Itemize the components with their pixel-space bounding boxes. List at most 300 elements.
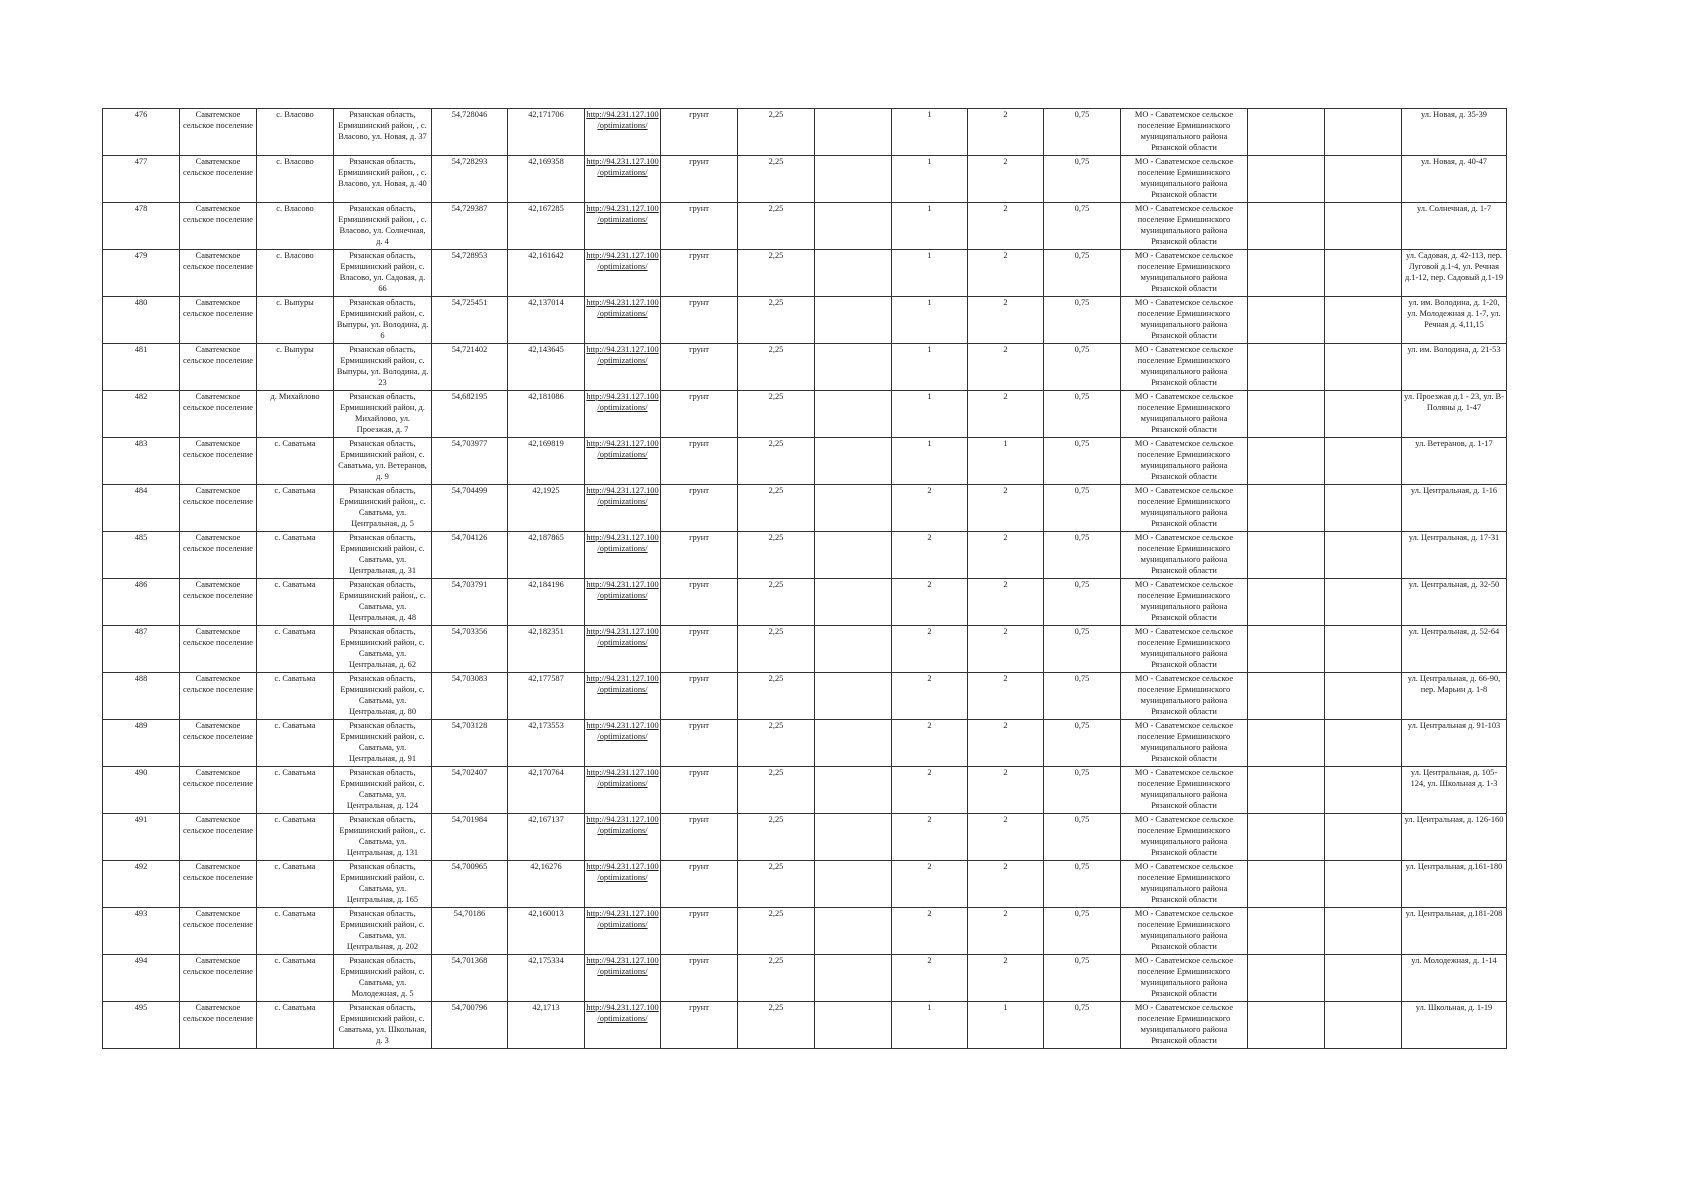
volume-cell: 0,75	[1044, 109, 1121, 156]
locality-cell: с. Власово	[257, 156, 334, 203]
address-cell: Рязанская область, Ермишинский район, , с. Власово, ул. Новая, д. 40	[334, 156, 432, 203]
latitude-cell: 54,70186	[432, 908, 508, 955]
address-cell: Рязанская область, Ермишинский район, с. Саватьма, ул. Молодежная, д. 5	[334, 955, 432, 1002]
row-number-cell: 488	[103, 673, 180, 720]
locality-cell: с. Саватьма	[257, 532, 334, 579]
owner-cell: МО - Саватемское сельское поселение Ермишинского муниципального района Рязанской области	[1121, 673, 1248, 720]
volume-cell: 0,75	[1044, 485, 1121, 532]
planned-count-cell: 2	[968, 720, 1044, 767]
volume-cell: 0,75	[1044, 1002, 1121, 1049]
longitude-cell: 42,169358	[508, 156, 585, 203]
empty-cell	[1325, 156, 1402, 203]
area-cell: 2,25	[738, 156, 815, 203]
settlement-cell: Саватемское сельское поселение	[180, 814, 257, 861]
planned-count-cell: 2	[968, 297, 1044, 344]
empty-cell	[815, 861, 892, 908]
row-number-cell: 486	[103, 579, 180, 626]
map-link[interactable]: http://94.231.127.100/optimizations/	[586, 533, 659, 553]
empty-cell	[1325, 861, 1402, 908]
map-link[interactable]: http://94.231.127.100/optimizations/	[586, 627, 659, 647]
row-number-cell: 479	[103, 250, 180, 297]
locality-cell: с. Саватьма	[257, 438, 334, 485]
empty-cell	[1325, 1002, 1402, 1049]
map-link[interactable]: http://94.231.127.100/optimizations/	[586, 580, 659, 600]
empty-cell	[1325, 908, 1402, 955]
container-count-cell: 2	[892, 626, 968, 673]
volume-cell: 0,75	[1044, 250, 1121, 297]
owner-cell: МО - Саватемское сельское поселение Ермишинского муниципального района Рязанской области	[1121, 720, 1248, 767]
served-addresses-cell: ул. Молодежная, д. 1-14	[1402, 955, 1507, 1002]
map-link-cell	[585, 720, 661, 767]
empty-cell	[1325, 720, 1402, 767]
settlement-cell: Саватемское сельское поселение	[180, 1002, 257, 1049]
area-cell: 2,25	[738, 203, 815, 250]
surface-cell: грунт	[661, 861, 738, 908]
longitude-cell: 42,184196	[508, 579, 585, 626]
longitude-cell: 42,143645	[508, 344, 585, 391]
table-row	[103, 297, 1507, 344]
surface-cell: грунт	[661, 297, 738, 344]
owner-cell: МО - Саватемское сельское поселение Ермишинского муниципального района Рязанской области	[1121, 1002, 1248, 1049]
row-number-cell: 481	[103, 344, 180, 391]
map-link[interactable]: http://94.231.127.100/optimizations/	[586, 815, 659, 835]
empty-cell	[1325, 250, 1402, 297]
owner-cell: МО - Саватемское сельское поселение Ермишинского муниципального района Рязанской области	[1121, 532, 1248, 579]
map-link[interactable]: http://94.231.127.100/optimizations/	[586, 768, 659, 788]
longitude-cell: 42,137014	[508, 297, 585, 344]
locality-cell: с. Саватьма	[257, 626, 334, 673]
served-addresses-cell: ул. Садовая, д. 42-113, пер. Луговой д.1-4, ул. Речная д.1-12, пер. Садовый д.1-19	[1402, 250, 1507, 297]
served-addresses-cell: ул. Центральная, д.161-180	[1402, 861, 1507, 908]
latitude-cell: 54,729387	[432, 203, 508, 250]
container-sites-table	[102, 108, 1507, 1049]
address-cell: Рязанская область, Ермишинский район, с. Саватьма, ул. Центральная, д. 124	[334, 767, 432, 814]
settlement-cell: Саватемское сельское поселение	[180, 109, 257, 156]
latitude-cell: 54,700965	[432, 861, 508, 908]
longitude-cell: 42,170764	[508, 767, 585, 814]
map-link[interactable]: http://94.231.127.100/optimizations/	[586, 392, 659, 412]
table-row	[103, 673, 1507, 720]
locality-cell: с. Саватьма	[257, 673, 334, 720]
served-addresses-cell: ул. Центральная, д. 126-160	[1402, 814, 1507, 861]
address-cell: Рязанская область, Ермишинский район, с. Выпуры, ул. Володина, д. 23	[334, 344, 432, 391]
row-number-cell: 490	[103, 767, 180, 814]
map-link-cell	[585, 673, 661, 720]
map-link-cell	[585, 861, 661, 908]
map-link[interactable]: http://94.231.127.100/optimizations/	[586, 909, 659, 929]
surface-cell: грунт	[661, 814, 738, 861]
locality-cell: д. Михайлово	[257, 391, 334, 438]
map-link-cell	[585, 626, 661, 673]
table-row	[103, 955, 1507, 1002]
empty-cell	[1325, 109, 1402, 156]
surface-cell: грунт	[661, 344, 738, 391]
empty-cell	[1325, 438, 1402, 485]
empty-cell	[1248, 485, 1325, 532]
latitude-cell: 54,703128	[432, 720, 508, 767]
container-count-cell: 1	[892, 203, 968, 250]
empty-cell	[1248, 1002, 1325, 1049]
longitude-cell: 42,1713	[508, 1002, 585, 1049]
empty-cell	[1248, 673, 1325, 720]
volume-cell: 0,75	[1044, 861, 1121, 908]
surface-cell: грунт	[661, 438, 738, 485]
longitude-cell: 42,177587	[508, 673, 585, 720]
map-link[interactable]: http://94.231.127.100/optimizations/	[586, 862, 659, 882]
empty-cell	[815, 156, 892, 203]
volume-cell: 0,75	[1044, 673, 1121, 720]
address-cell: Рязанская область, Ермишинский район, с. Саватьма, ул. Ветеранов, д. 9	[334, 438, 432, 485]
settlement-cell: Саватемское сельское поселение	[180, 438, 257, 485]
settlement-cell: Саватемское сельское поселение	[180, 673, 257, 720]
planned-count-cell: 2	[968, 579, 1044, 626]
empty-cell	[1325, 532, 1402, 579]
empty-cell	[1248, 391, 1325, 438]
locality-cell: с. Власово	[257, 250, 334, 297]
empty-cell	[815, 720, 892, 767]
area-cell: 2,25	[738, 908, 815, 955]
volume-cell: 0,75	[1044, 579, 1121, 626]
empty-cell	[1248, 203, 1325, 250]
table-row	[103, 485, 1507, 532]
served-addresses-cell: ул. Центральная д. 91-103	[1402, 720, 1507, 767]
volume-cell: 0,75	[1044, 908, 1121, 955]
map-link-cell	[585, 344, 661, 391]
locality-cell: с. Саватьма	[257, 485, 334, 532]
planned-count-cell: 2	[968, 391, 1044, 438]
address-cell: Рязанская область, Ермишинский район, , с. Власово, ул. Солнечная, д. 4	[334, 203, 432, 250]
area-cell: 2,25	[738, 532, 815, 579]
row-number-cell: 489	[103, 720, 180, 767]
latitude-cell: 54,725451	[432, 297, 508, 344]
planned-count-cell: 2	[968, 673, 1044, 720]
row-number-cell: 482	[103, 391, 180, 438]
address-cell: Рязанская область, Ермишинский район,, с. Саватьма, ул. Центральная, д. 48	[334, 579, 432, 626]
owner-cell: МО - Саватемское сельское поселение Ермишинского муниципального района Рязанской области	[1121, 908, 1248, 955]
longitude-cell: 42,1925	[508, 485, 585, 532]
container-count-cell: 2	[892, 908, 968, 955]
row-number-cell: 494	[103, 955, 180, 1002]
address-cell: Рязанская область, Ермишинский район, с. Власово, ул. Садовая, д. 66	[334, 250, 432, 297]
longitude-cell: 42,182351	[508, 626, 585, 673]
map-link[interactable]: http://94.231.127.100/optimizations/	[586, 110, 659, 130]
settlement-cell: Саватемское сельское поселение	[180, 391, 257, 438]
owner-cell: МО - Саватемское сельское поселение Ермишинского муниципального района Рязанской области	[1121, 579, 1248, 626]
latitude-cell: 54,728293	[432, 156, 508, 203]
container-count-cell: 1	[892, 344, 968, 391]
volume-cell: 0,75	[1044, 203, 1121, 250]
empty-cell	[815, 626, 892, 673]
container-count-cell: 1	[892, 391, 968, 438]
longitude-cell: 42,16276	[508, 861, 585, 908]
planned-count-cell: 1	[968, 438, 1044, 485]
map-link[interactable]: http://94.231.127.100/optimizations/	[586, 251, 659, 271]
map-link[interactable]: http://94.231.127.100/optimizations/	[586, 204, 659, 224]
planned-count-cell: 2	[968, 908, 1044, 955]
locality-cell: с. Саватьма	[257, 1002, 334, 1049]
map-link[interactable]: http://94.231.127.100/optimizations/	[586, 674, 659, 694]
planned-count-cell: 2	[968, 250, 1044, 297]
table-row	[103, 109, 1507, 156]
empty-cell	[1248, 908, 1325, 955]
empty-cell	[815, 250, 892, 297]
latitude-cell: 54,703977	[432, 438, 508, 485]
map-link-cell	[585, 532, 661, 579]
row-number-cell: 487	[103, 626, 180, 673]
empty-cell	[1248, 438, 1325, 485]
latitude-cell: 54,702407	[432, 767, 508, 814]
owner-cell: МО - Саватемское сельское поселение Ермишинского муниципального района Рязанской области	[1121, 861, 1248, 908]
address-cell: Рязанская область, Ермишинский район, с. Саватьма, ул. Центральная, д. 31	[334, 532, 432, 579]
map-link[interactable]: http://94.231.127.100/optimizations/	[586, 956, 659, 976]
map-link-cell	[585, 156, 661, 203]
row-number-cell: 478	[103, 203, 180, 250]
empty-cell	[1325, 579, 1402, 626]
empty-cell	[815, 485, 892, 532]
empty-cell	[1325, 626, 1402, 673]
surface-cell: грунт	[661, 532, 738, 579]
empty-cell	[1248, 626, 1325, 673]
served-addresses-cell: ул. Новая, д. 35-39	[1402, 109, 1507, 156]
row-number-cell: 492	[103, 861, 180, 908]
volume-cell: 0,75	[1044, 297, 1121, 344]
surface-cell: грунт	[661, 203, 738, 250]
row-number-cell: 477	[103, 156, 180, 203]
locality-cell: с. Саватьма	[257, 579, 334, 626]
longitude-cell: 42,175334	[508, 955, 585, 1002]
empty-cell	[815, 767, 892, 814]
address-cell: Рязанская область, Ермишинский район, с. Выпуры, ул. Володина, д. 6	[334, 297, 432, 344]
settlement-cell: Саватемское сельское поселение	[180, 203, 257, 250]
row-number-cell: 485	[103, 532, 180, 579]
container-count-cell: 2	[892, 767, 968, 814]
empty-cell	[815, 673, 892, 720]
table-body	[103, 109, 1507, 1049]
row-number-cell: 480	[103, 297, 180, 344]
area-cell: 2,25	[738, 485, 815, 532]
table-row	[103, 579, 1507, 626]
row-number-cell: 493	[103, 908, 180, 955]
owner-cell: МО - Саватемское сельское поселение Ермишинского муниципального района Рязанской области	[1121, 814, 1248, 861]
row-number-cell: 495	[103, 1002, 180, 1049]
empty-cell	[1248, 156, 1325, 203]
map-link[interactable]: http://94.231.127.100/optimizations/	[586, 157, 659, 177]
latitude-cell: 54,728046	[432, 109, 508, 156]
empty-cell	[815, 344, 892, 391]
address-cell: Рязанская область, Ермишинский район, с. Саватьма, ул. Центральная, д. 202	[334, 908, 432, 955]
table-row	[103, 861, 1507, 908]
settlement-cell: Саватемское сельское поселение	[180, 579, 257, 626]
served-addresses-cell: ул. Ветеранов, д. 1-17	[1402, 438, 1507, 485]
surface-cell: грунт	[661, 908, 738, 955]
address-cell: Рязанская область, Ермишинский район,, с. Саватьма, ул. Центральная, д. 5	[334, 485, 432, 532]
planned-count-cell: 1	[968, 1002, 1044, 1049]
container-count-cell: 1	[892, 250, 968, 297]
map-link[interactable]: http://94.231.127.100/optimizations/	[586, 345, 659, 365]
map-link[interactable]: http://94.231.127.100/optimizations/	[586, 298, 659, 318]
latitude-cell: 54,704126	[432, 532, 508, 579]
map-link-cell	[585, 391, 661, 438]
address-cell: Рязанская область, Ермишинский район, д. Михайлово, ул. Проезжая, д. 7	[334, 391, 432, 438]
surface-cell: грунт	[661, 391, 738, 438]
container-count-cell: 2	[892, 861, 968, 908]
empty-cell	[1248, 861, 1325, 908]
empty-cell	[815, 1002, 892, 1049]
address-cell: Рязанская область, Ермишинский район, с. Саватьма, ул. Школьная, д. 3	[334, 1002, 432, 1049]
table-row	[103, 1002, 1507, 1049]
served-addresses-cell: ул. Центральная, д. 1-16	[1402, 485, 1507, 532]
longitude-cell: 42,169819	[508, 438, 585, 485]
locality-cell: с. Выпуры	[257, 297, 334, 344]
latitude-cell: 54,721402	[432, 344, 508, 391]
empty-cell	[815, 391, 892, 438]
area-cell: 2,25	[738, 955, 815, 1002]
locality-cell: с. Саватьма	[257, 814, 334, 861]
latitude-cell: 54,701368	[432, 955, 508, 1002]
map-link-cell	[585, 814, 661, 861]
address-cell: Рязанская область, Ермишинский район, с. Саватьма, ул. Центральная, д. 80	[334, 673, 432, 720]
area-cell: 2,25	[738, 109, 815, 156]
map-link[interactable]: http://94.231.127.100/optimizations/	[586, 721, 659, 741]
served-addresses-cell: ул. Центральная, д.181-208	[1402, 908, 1507, 955]
served-addresses-cell: ул. Солнечная, д. 1-7	[1402, 203, 1507, 250]
served-addresses-cell: ул. Центральная, д. 32-50	[1402, 579, 1507, 626]
map-link[interactable]: http://94.231.127.100/optimizations/	[586, 439, 659, 459]
empty-cell	[1248, 109, 1325, 156]
address-cell: Рязанская область, Ермишинский район, , с. Власово, ул. Новая, д. 37	[334, 109, 432, 156]
area-cell: 2,25	[738, 344, 815, 391]
settlement-cell: Саватемское сельское поселение	[180, 861, 257, 908]
empty-cell	[1248, 955, 1325, 1002]
table-row	[103, 814, 1507, 861]
settlement-cell: Саватемское сельское поселение	[180, 250, 257, 297]
served-addresses-cell: ул. Школьная, д. 1-19	[1402, 1002, 1507, 1049]
latitude-cell: 54,703356	[432, 626, 508, 673]
area-cell: 2,25	[738, 861, 815, 908]
longitude-cell: 42,171706	[508, 109, 585, 156]
row-number-cell: 484	[103, 485, 180, 532]
empty-cell	[1248, 532, 1325, 579]
owner-cell: МО - Саватемское сельское поселение Ермишинского муниципального района Рязанской области	[1121, 485, 1248, 532]
owner-cell: МО - Саватемское сельское поселение Ермишинского муниципального района Рязанской области	[1121, 297, 1248, 344]
longitude-cell: 42,160013	[508, 908, 585, 955]
volume-cell: 0,75	[1044, 391, 1121, 438]
table-row	[103, 438, 1507, 485]
map-link-cell	[585, 438, 661, 485]
empty-cell	[815, 532, 892, 579]
served-addresses-cell: ул. Центральная, д. 66-90, пер. Марьин д. 1-8	[1402, 673, 1507, 720]
owner-cell: МО - Саватемское сельское поселение Ермишинского муниципального района Рязанской области	[1121, 955, 1248, 1002]
planned-count-cell: 2	[968, 532, 1044, 579]
map-link[interactable]: http://94.231.127.100/optimizations/	[586, 1003, 659, 1023]
volume-cell: 0,75	[1044, 814, 1121, 861]
map-link-cell	[585, 1002, 661, 1049]
map-link[interactable]: http://94.231.127.100/optimizations/	[586, 486, 659, 506]
locality-cell: с. Саватьма	[257, 720, 334, 767]
locality-cell: с. Власово	[257, 109, 334, 156]
empty-cell	[1248, 250, 1325, 297]
table-row	[103, 626, 1507, 673]
address-cell: Рязанская область, Ермишинский район,, с. Саватьма, ул. Центральная, д. 131	[334, 814, 432, 861]
volume-cell: 0,75	[1044, 955, 1121, 1002]
empty-cell	[815, 438, 892, 485]
surface-cell: грунт	[661, 767, 738, 814]
served-addresses-cell: ул. Центральная, д. 52-64	[1402, 626, 1507, 673]
locality-cell: с. Саватьма	[257, 861, 334, 908]
settlement-cell: Саватемское сельское поселение	[180, 767, 257, 814]
empty-cell	[815, 203, 892, 250]
area-cell: 2,25	[738, 438, 815, 485]
table-row	[103, 344, 1507, 391]
locality-cell: с. Саватьма	[257, 908, 334, 955]
locality-cell: с. Выпуры	[257, 344, 334, 391]
empty-cell	[1325, 344, 1402, 391]
latitude-cell: 54,704499	[432, 485, 508, 532]
surface-cell: грунт	[661, 156, 738, 203]
longitude-cell: 42,167285	[508, 203, 585, 250]
volume-cell: 0,75	[1044, 720, 1121, 767]
map-link-cell	[585, 485, 661, 532]
container-count-cell: 2	[892, 720, 968, 767]
surface-cell: грунт	[661, 109, 738, 156]
owner-cell: МО - Саватемское сельское поселение Ермишинского муниципального района Рязанской области	[1121, 203, 1248, 250]
empty-cell	[1248, 344, 1325, 391]
volume-cell: 0,75	[1044, 344, 1121, 391]
table-row	[103, 250, 1507, 297]
settlement-cell: Саватемское сельское поселение	[180, 955, 257, 1002]
row-number-cell: 476	[103, 109, 180, 156]
served-addresses-cell: ул. Центральная, д. 17-31	[1402, 532, 1507, 579]
empty-cell	[815, 109, 892, 156]
address-cell: Рязанская область, Ермишинский район, с. Саватьма, ул. Центральная, д. 62	[334, 626, 432, 673]
served-addresses-cell: ул. Проезжая д.1 - 23, ул. В-Поляны д. 1-47	[1402, 391, 1507, 438]
planned-count-cell: 2	[968, 626, 1044, 673]
empty-cell	[1325, 767, 1402, 814]
address-cell: Рязанская область, Ермишинский район, с. Саватьма, ул. Центральная, д. 165	[334, 861, 432, 908]
area-cell: 2,25	[738, 297, 815, 344]
area-cell: 2,25	[738, 250, 815, 297]
planned-count-cell: 2	[968, 485, 1044, 532]
area-cell: 2,25	[738, 391, 815, 438]
container-count-cell: 1	[892, 156, 968, 203]
empty-cell	[1325, 485, 1402, 532]
empty-cell	[1248, 767, 1325, 814]
surface-cell: грунт	[661, 673, 738, 720]
owner-cell: МО - Саватемское сельское поселение Ермишинского муниципального района Рязанской области	[1121, 767, 1248, 814]
map-link-cell	[585, 203, 661, 250]
planned-count-cell: 2	[968, 109, 1044, 156]
container-count-cell: 1	[892, 438, 968, 485]
longitude-cell: 42,181086	[508, 391, 585, 438]
surface-cell: грунт	[661, 626, 738, 673]
table-row	[103, 391, 1507, 438]
table-row	[103, 767, 1507, 814]
container-count-cell: 2	[892, 673, 968, 720]
table-row	[103, 908, 1507, 955]
surface-cell: грунт	[661, 250, 738, 297]
settlement-cell: Саватемское сельское поселение	[180, 297, 257, 344]
settlement-cell: Саватемское сельское поселение	[180, 626, 257, 673]
address-cell: Рязанская область, Ермишинский район, с. Саватьма, ул. Центральная, д. 91	[334, 720, 432, 767]
latitude-cell: 54,682195	[432, 391, 508, 438]
area-cell: 2,25	[738, 626, 815, 673]
owner-cell: МО - Саватемское сельское поселение Ермишинского муниципального района Рязанской области	[1121, 344, 1248, 391]
map-link-cell	[585, 297, 661, 344]
volume-cell: 0,75	[1044, 626, 1121, 673]
empty-cell	[1325, 391, 1402, 438]
area-cell: 2,25	[738, 673, 815, 720]
empty-cell	[1325, 814, 1402, 861]
